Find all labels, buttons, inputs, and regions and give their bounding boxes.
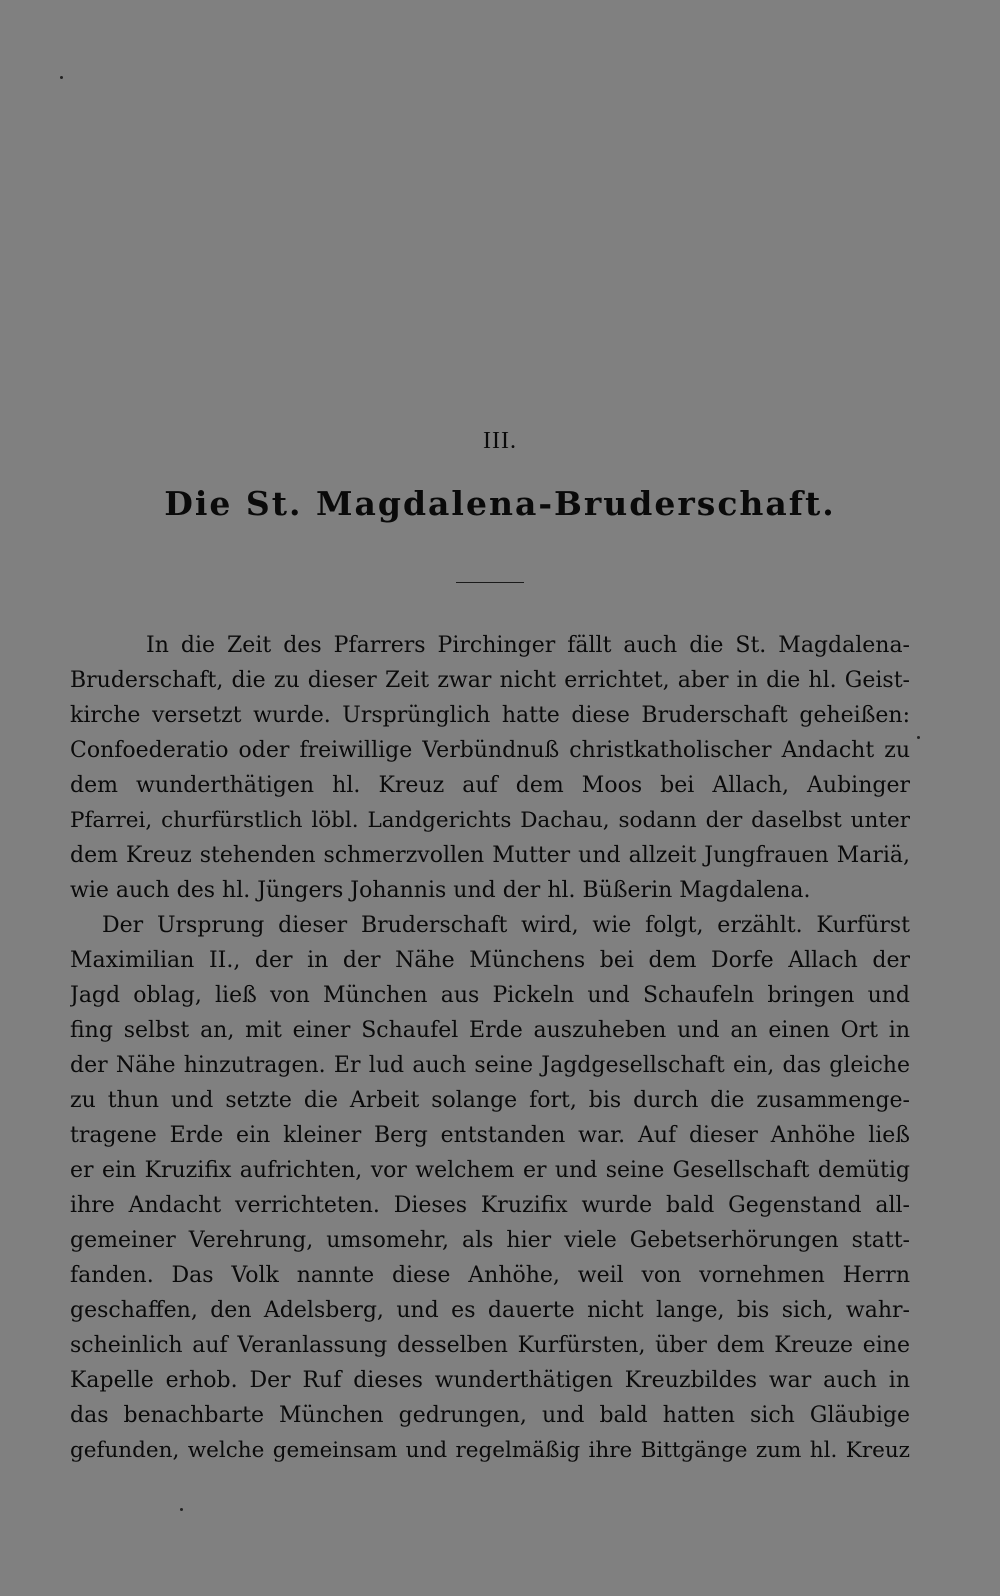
title-divider-rule xyxy=(456,582,524,583)
text-line: der Nähe hinzutragen. Er lud auch seine Jagdgesellschaft ein, das gleiche xyxy=(70,1053,910,1078)
text-line: wie auch des hl. Jüngers Johannis und der hl. Büßerin Magdalena. xyxy=(70,878,811,903)
text-line: Confoederatio oder freiwillige Verbündnuß christkatholischer Andacht zu xyxy=(70,738,910,763)
text-line: er ein Kruzifix aufrichten, vor welchem er und seine Gesellschaft demütig xyxy=(70,1158,910,1183)
scan-speck xyxy=(917,736,920,739)
text-line: kirche versetzt wurde. Ursprünglich hatte diese Bruderschaft geheißen: xyxy=(70,703,910,728)
text-line: Pfarrei, churfürstlich löbl. Landgerichts Dachau, sodann der daselbst unter xyxy=(70,808,910,833)
text-line: tragene Erde ein kleiner Berg entstanden war. Auf dieser Anhöhe ließ xyxy=(70,1123,910,1148)
text-line: Kapelle erhob. Der Ruf dieses wunderthätigen Kreuzbildes war auch in xyxy=(70,1368,910,1393)
text-line: zu thun und setzte die Arbeit solange fort, bis durch die zusammenge- xyxy=(70,1088,910,1113)
body-text xyxy=(70,628,910,1468)
text-line: Jagd oblag, ließ von München aus Pickeln und Schaufeln bringen und xyxy=(70,983,910,1008)
text-line: gefunden, welche gemeinsam und regelmäßig ihre Bittgänge zum hl. Kreuz xyxy=(70,1438,910,1463)
chapter-number: III. xyxy=(483,428,517,454)
text-line: dem wunderthätigen hl. Kreuz auf dem Moos bei Allach, Aubinger xyxy=(70,773,910,798)
text-line: Der Ursprung dieser Bruderschaft wird, wie folgt, erzählt. Kurfürst xyxy=(102,913,910,938)
text-line: das benachbarte München gedrungen, und bald hatten sich Gläubige xyxy=(70,1403,910,1428)
text-line: gemeiner Verehrung, umsomehr, als hier viele Gebetserhörungen statt- xyxy=(70,1228,910,1253)
text-line: ihre Andacht verrichteten. Dieses Kruzifix wurde bald Gegenstand all- xyxy=(70,1193,910,1218)
chapter-title: Die St. Magdalena-Bruderschaft. xyxy=(164,484,836,523)
text-line: fanden. Das Volk nannte diese Anhöhe, weil von vornehmen Herrn xyxy=(70,1263,910,1288)
text-line: In die Zeit des Pfarrers Pirchinger fällt auch die St. Magdalena- xyxy=(146,633,910,658)
scan-speck xyxy=(180,1508,183,1511)
scan-speck xyxy=(60,76,63,79)
text-line: Maximilian II., der in der Nähe Münchens bei dem Dorfe Allach der xyxy=(70,948,910,973)
text-line: Bruderschaft, die zu dieser Zeit zwar nicht errichtet, aber in die hl. Geist- xyxy=(70,668,910,693)
text-line: geschaffen, den Adelsberg, und es dauerte nicht lange, bis sich, wahr- xyxy=(70,1298,910,1323)
text-line: scheinlich auf Veranlassung desselben Kurfürsten, über dem Kreuze eine xyxy=(70,1333,910,1358)
text-line: dem Kreuz stehenden schmerzvollen Mutter und allzeit Jungfrauen Mariä, xyxy=(70,843,910,868)
text-line: fing selbst an, mit einer Schaufel Erde auszuheben und an einen Ort in xyxy=(70,1018,910,1043)
